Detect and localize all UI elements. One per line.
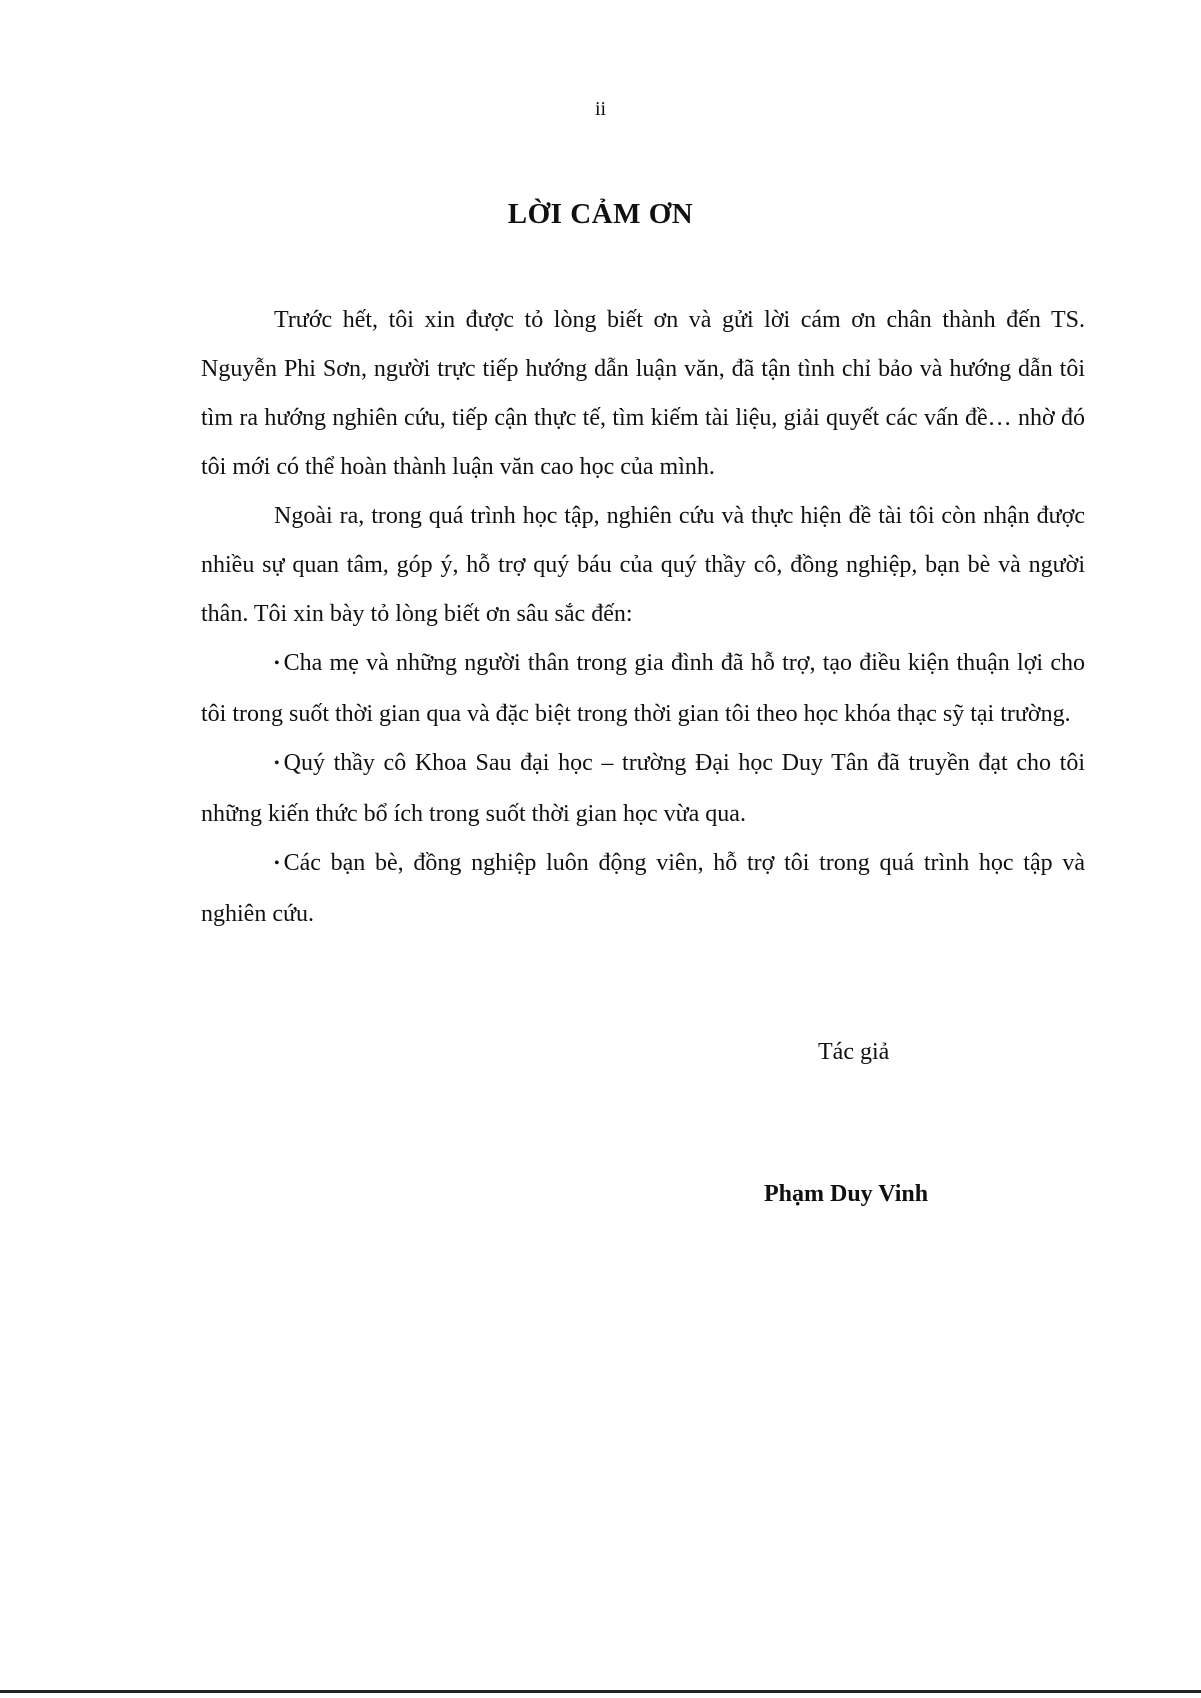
- bullet-icon: •: [274, 755, 280, 772]
- bullet-item-family: [201, 639, 1085, 739]
- bullet-icon: •: [274, 655, 280, 672]
- bullet-text: Các bạn bè, đồng nghiệp luôn động viên, hỗ trợ tôi trong quá trình học tập và nghiên cứu.: [201, 850, 1085, 927]
- bullet-icon: •: [274, 855, 280, 872]
- author-name: Phạm Duy Vinh: [764, 1181, 929, 1207]
- page-title: LỜI CẢM ƠN: [507, 198, 694, 230]
- bullet-text: Cha mẹ và những người thân trong gia đình đã hỗ trợ, tạo điều kiện thuận lợi cho tôi trong suốt thời gian qua và đặc biệt trong thời gian tôi theo học khóa thạc sỹ tại trường.: [201, 650, 1085, 727]
- paragraph-intro: Trước hết, tôi xin được tỏ lòng biết ơn và gửi lời cám ơn chân thành đến TS. Nguyễn Phi Sơn, người trực tiếp hướng dẫn luận văn, đã tận tình chỉ bảo và hướng dẫn tôi tìm ra hướng nghiên cứu, tiếp cận thực tế, tìm kiếm tài liệu, giải quyết các vấn đề… nhờ đó tôi mới có thể hoàn thành luận văn cao học của mình.: [201, 307, 1085, 480]
- bullet-item-faculty: [201, 739, 1085, 839]
- bullet-item-colleagues: [201, 839, 1085, 939]
- author-label: Tác giả: [818, 1039, 890, 1065]
- bottom-divider: [0, 1690, 1201, 1693]
- acknowledgement-body: [201, 296, 1085, 939]
- page-number: ii: [594, 98, 607, 120]
- paragraph-gratitude: Ngoài ra, trong quá trình học tập, nghiên cứu và thực hiện đề tài tôi còn nhận được nhiều sự quan tâm, góp ý, hỗ trợ quý báu của quý thầy cô, đồng nghiệp, bạn bè và người thân. Tôi xin bày tỏ lòng biết ơn sâu sắc đến:: [201, 503, 1085, 627]
- bullet-text: Quý thầy cô Khoa Sau đại học – trường Đại học Duy Tân đã truyền đạt cho tôi những kiến thức bổ ích trong suốt thời gian học vừa qua.: [201, 750, 1085, 827]
